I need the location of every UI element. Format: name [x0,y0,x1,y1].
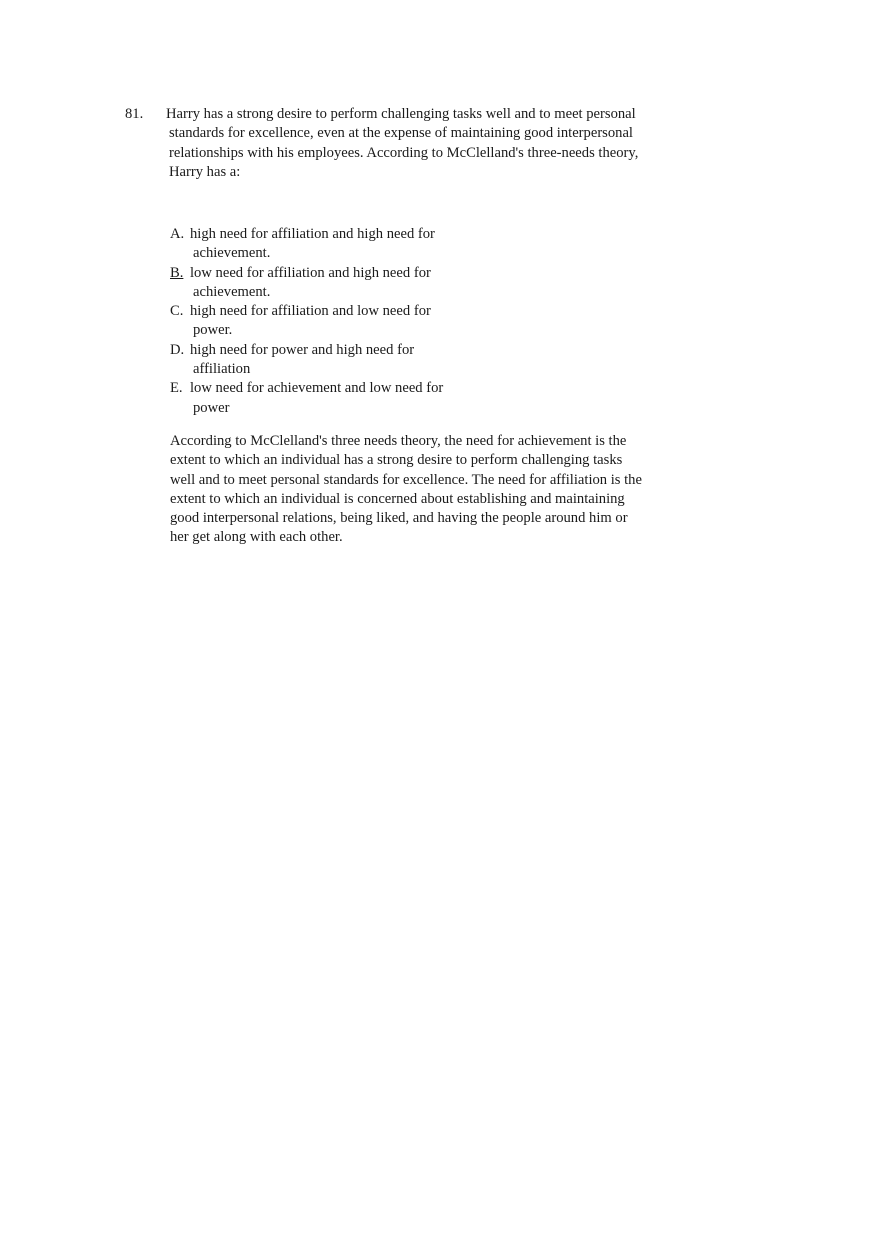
choice-text: high need for affiliation and high need for achievement. [190,226,435,262]
choice-letter: E. [170,380,183,397]
choice-letter-correct: B. [170,264,184,281]
answer-explanation: According to McClelland's three needs theory, the need for achievement is the extent to which an individual has a strong desire to perform challenging tasks well and to meet personal standards for excellence. The need for affiliation is the extent to which an individual is concerned about establishing and maintaining good interpersonal relations, being liked, and having the people around him or her get along with each other. [170,433,642,546]
choice-e [170,379,460,418]
choice-letter: C. [170,303,184,320]
answer-choices [170,225,460,418]
choice-text: low need for achievement and low need for power [190,380,444,416]
question-stem: Harry has a strong desire to perform challenging tasks well and to meet personal standards for excellence, even at the expense of maintaining good interpersonal relationships with his employees. According to McClelland's three-needs theory, Harry has a: [166,106,639,180]
choice-a [170,225,460,264]
choice-text: high need for power and high need for affiliation [190,341,415,378]
choice-text: low need for affiliation and high need for achievement. [190,264,431,300]
choice-text: high need for affiliation and low need for power. [190,303,431,339]
choice-c [170,302,460,341]
choice-d [170,341,460,380]
choice-b [170,264,460,303]
choice-letter: A. [170,226,185,242]
question-number: 81. [125,106,144,122]
choice-letter: D. [170,341,185,358]
